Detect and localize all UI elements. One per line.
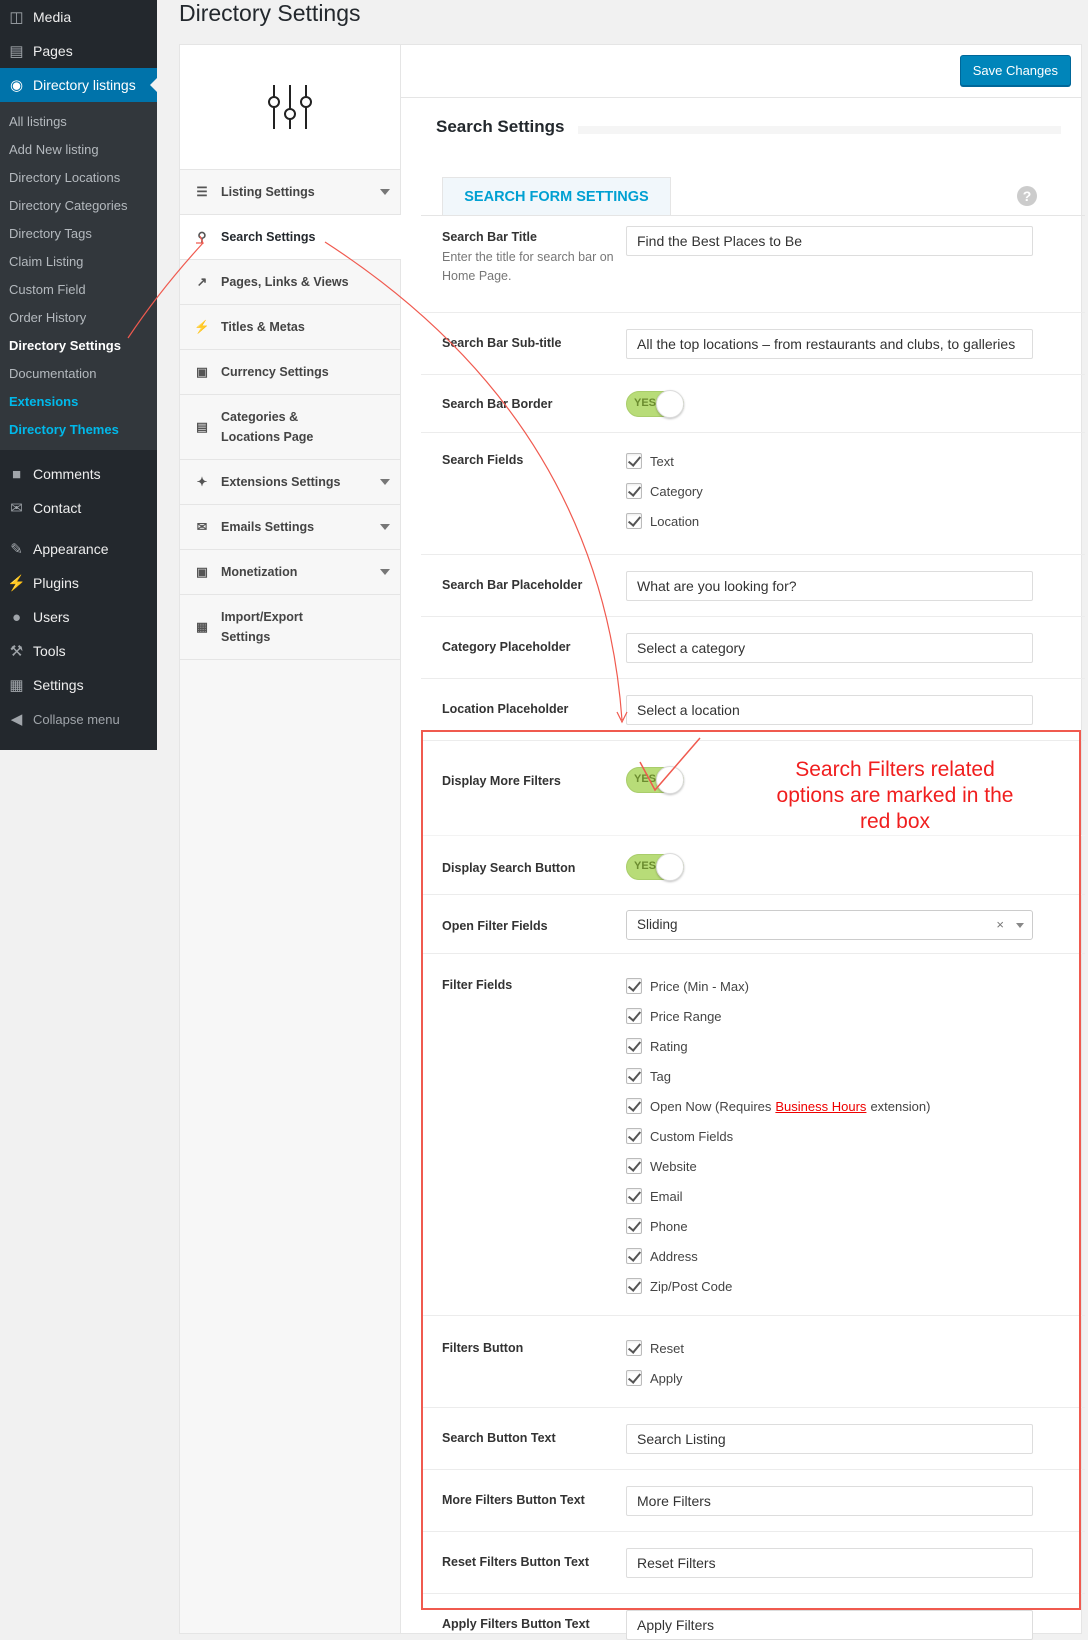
- money-icon: ▣: [196, 365, 208, 379]
- field-label: Filter Fields: [442, 978, 513, 992]
- checkbox-website[interactable]: Website: [626, 1156, 697, 1176]
- checkbox-category[interactable]: Category: [626, 481, 703, 501]
- apply-filters-button-text-input[interactable]: Apply Filters: [626, 1610, 1033, 1640]
- menu-tools[interactable]: ⚒ Tools: [0, 634, 157, 668]
- row-apply-filters-button-text: [421, 1593, 1085, 1635]
- submenu-claim-listing[interactable]: Claim Listing: [9, 254, 84, 269]
- checkbox-phone[interactable]: Phone: [626, 1216, 688, 1236]
- checkbox-email[interactable]: Email: [626, 1186, 683, 1206]
- nav-import-export[interactable]: ▦ Import/Export Settings: [180, 595, 400, 660]
- search-bar-border-toggle[interactable]: YES: [626, 391, 684, 417]
- list-icon: ☰: [196, 185, 208, 199]
- settings-logo: [180, 45, 400, 170]
- save-changes-button[interactable]: Save Changes: [960, 55, 1071, 86]
- reset-filters-button-text-input[interactable]: Reset Filters: [626, 1548, 1033, 1578]
- checkbox-tag[interactable]: Tag: [626, 1066, 671, 1086]
- location-placeholder-input[interactable]: Select a location: [626, 695, 1033, 725]
- checkbox-location[interactable]: Location: [626, 511, 699, 531]
- menu-users[interactable]: ● Users: [0, 600, 157, 634]
- checkbox-address[interactable]: Address: [626, 1246, 698, 1266]
- row-open-filter-fields: [421, 894, 1085, 953]
- money-icon: ▣: [196, 565, 208, 579]
- field-label: Reset Filters Button Text: [442, 1555, 590, 1569]
- row-search-bar-border: [421, 374, 1085, 432]
- menu-contact[interactable]: ✉ Contact: [0, 491, 157, 525]
- settings-nav: [180, 45, 401, 1633]
- truck-icon: ▦: [196, 620, 208, 634]
- field-label: Search Fields: [442, 453, 524, 467]
- search-icon: ⚲: [197, 230, 207, 244]
- plugins-icon: ⚡: [7, 575, 26, 592]
- submenu-directory-categories[interactable]: Directory Categories: [9, 198, 128, 213]
- menu-directory-listings[interactable]: ◉ Directory listings: [0, 68, 157, 102]
- submenu-documentation[interactable]: Documentation: [9, 366, 97, 381]
- appearance-icon: ✎: [10, 541, 23, 558]
- field-label: Search Bar Border: [442, 397, 553, 411]
- checkbox-price-range[interactable]: Price Range: [626, 1006, 722, 1026]
- submenu-all-listings[interactable]: All listings: [9, 114, 67, 129]
- search-bar-placeholder-input[interactable]: What are you looking for?: [626, 571, 1033, 601]
- search-button-text-input[interactable]: Search Listing: [626, 1424, 1033, 1454]
- nav-currency-settings[interactable]: ▣ Currency Settings: [180, 350, 400, 395]
- row-reset-filters-button-text: [421, 1531, 1085, 1593]
- field-label: Search Bar Title: [442, 230, 537, 244]
- menu-media[interactable]: ◫ Media: [0, 0, 157, 34]
- media-icon: ◫: [9, 9, 24, 26]
- row-more-filters-button-text: [421, 1469, 1085, 1531]
- row-filter-fields: [421, 953, 1085, 1315]
- row-display-search-button: [421, 835, 1085, 894]
- field-description: Enter the title for search bar on Home Page.: [442, 250, 614, 283]
- open-filter-fields-select[interactable]: Sliding ×: [626, 910, 1033, 940]
- page-title: Directory Settings: [179, 0, 361, 26]
- field-label: Open Filter Fields: [442, 919, 548, 933]
- display-more-filters-toggle[interactable]: YES: [626, 767, 684, 793]
- settings-icon: ▦: [9, 677, 24, 694]
- submenu-directory-themes[interactable]: Directory Themes: [9, 422, 119, 437]
- wand-icon: ✦: [196, 475, 208, 489]
- collapse-icon: ◀: [10, 711, 23, 728]
- collapse-menu-button[interactable]: ◀ Collapse menu: [0, 702, 157, 736]
- row-search-bar-subtitle: [421, 312, 1085, 374]
- display-search-button-toggle[interactable]: YES: [626, 854, 684, 880]
- menu-pages[interactable]: ▤ Pages: [0, 34, 157, 68]
- caret-down-icon: [380, 189, 390, 195]
- search-form-settings-tab[interactable]: SEARCH FORM SETTINGS: [442, 177, 671, 215]
- search-bar-subtitle-input[interactable]: All the top locations – from restaurants and clubs, to galleries: [626, 329, 1033, 359]
- tools-icon: ⚒: [9, 643, 24, 660]
- users-icon: ●: [11, 608, 22, 626]
- row-filters-button: [421, 1315, 1085, 1407]
- row-search-button-text: [421, 1407, 1085, 1469]
- checkbox-rating[interactable]: Rating: [626, 1036, 688, 1056]
- nav-pages-links-views[interactable]: ↗ Pages, Links & Views: [180, 260, 400, 305]
- checkbox-reset[interactable]: Reset: [626, 1338, 684, 1358]
- nav-titles-metas[interactable]: ⚡ Titles & Metas: [180, 305, 400, 350]
- field-label: Search Button Text: [442, 1431, 556, 1445]
- clear-icon[interactable]: ×: [996, 917, 1004, 932]
- menu-settings[interactable]: ▦ Settings: [0, 668, 157, 702]
- business-hours-link[interactable]: Business Hours: [775, 1098, 867, 1114]
- submenu-directory-settings[interactable]: Directory Settings: [9, 338, 121, 353]
- nav-monetization[interactable]: ▣ Monetization: [180, 550, 400, 595]
- admin-sidebar: [0, 0, 157, 750]
- field-label: More Filters Button Text: [442, 1493, 585, 1507]
- submenu-directory-locations[interactable]: Directory Locations: [9, 170, 121, 185]
- settings-toolbar: [401, 45, 1081, 98]
- list-alt-icon: ▤: [196, 420, 208, 434]
- pages-icon: ▤: [9, 43, 24, 60]
- bolt-icon: ⚡: [194, 320, 210, 334]
- help-icon[interactable]: ?: [1017, 186, 1037, 206]
- comments-icon: ■: [11, 465, 22, 483]
- category-placeholder-input[interactable]: Select a category: [626, 633, 1033, 663]
- more-filters-button-text-input[interactable]: More Filters: [626, 1486, 1033, 1516]
- menu-comments[interactable]: ■ Comments: [0, 457, 157, 491]
- submenu-add-new-listing[interactable]: Add New listing: [9, 142, 99, 157]
- checkbox-zip-post-code[interactable]: Zip/Post Code: [626, 1276, 732, 1296]
- chevron-down-icon: [1016, 923, 1024, 928]
- menu-plugins[interactable]: ⚡ Plugins: [0, 566, 157, 600]
- field-label: Apply Filters Button Text: [442, 1617, 590, 1631]
- field-label: Category Placeholder: [442, 640, 571, 654]
- caret-down-icon: [380, 524, 390, 530]
- annotation-note: Search Filters related options are marked in the red box: [776, 758, 1014, 833]
- search-bar-title-input[interactable]: Find the Best Places to Be: [626, 226, 1033, 256]
- submenu-order-history[interactable]: Order History: [9, 310, 87, 325]
- checkbox-open-now[interactable]: Open Now (Requires Business Hours extension): [626, 1096, 930, 1116]
- section-title: Search Settings: [436, 117, 565, 136]
- mail-icon: ✉: [10, 500, 23, 517]
- field-label: Search Bar Placeholder: [442, 578, 583, 592]
- settings-panel: [179, 44, 1082, 1634]
- field-label: Display More Filters: [442, 774, 561, 788]
- submenu-directory-tags[interactable]: Directory Tags: [9, 226, 92, 241]
- row-search-fields: [421, 432, 1085, 554]
- checkbox-apply[interactable]: Apply: [626, 1368, 683, 1388]
- settings-content: [401, 45, 1081, 1633]
- row-category-placeholder: [421, 616, 1085, 678]
- sliders-icon: [265, 82, 315, 132]
- nav-emails-settings[interactable]: ✉ Emails Settings: [180, 505, 400, 550]
- caret-down-icon: [380, 569, 390, 575]
- checkbox-custom-fields[interactable]: Custom Fields: [626, 1126, 733, 1146]
- chart-icon: ↗: [196, 275, 208, 289]
- nav-categories-locations[interactable]: ▤ Categories & Locations Page: [180, 395, 400, 460]
- field-label: Display Search Button: [442, 861, 576, 875]
- row-search-bar-title: [421, 215, 1085, 312]
- row-location-placeholder: [421, 678, 1085, 740]
- row-search-bar-placeholder: [421, 554, 1085, 616]
- directory-submenu: [0, 102, 157, 450]
- caret-down-icon: [380, 479, 390, 485]
- submenu-extensions[interactable]: Extensions: [9, 394, 79, 409]
- menu-appearance[interactable]: ✎ Appearance: [0, 532, 157, 566]
- title-divider: [578, 126, 1061, 134]
- field-label: Location Placeholder: [442, 702, 569, 716]
- envelope-icon: ✉: [196, 520, 208, 534]
- nav-search-settings[interactable]: ⚲ Search Settings: [180, 215, 401, 260]
- nav-extensions-settings[interactable]: ✦ Extensions Settings: [180, 460, 400, 505]
- directory-icon: ◉: [9, 77, 24, 94]
- checkbox-text[interactable]: Text: [626, 451, 674, 471]
- field-label: Search Bar Sub-title: [442, 336, 562, 350]
- submenu-custom-field[interactable]: Custom Field: [9, 282, 86, 297]
- nav-listing-settings[interactable]: ☰ Listing Settings: [180, 170, 400, 215]
- checkbox-price-min-max[interactable]: Price (Min - Max): [626, 976, 749, 996]
- field-label: Filters Button: [442, 1341, 524, 1355]
